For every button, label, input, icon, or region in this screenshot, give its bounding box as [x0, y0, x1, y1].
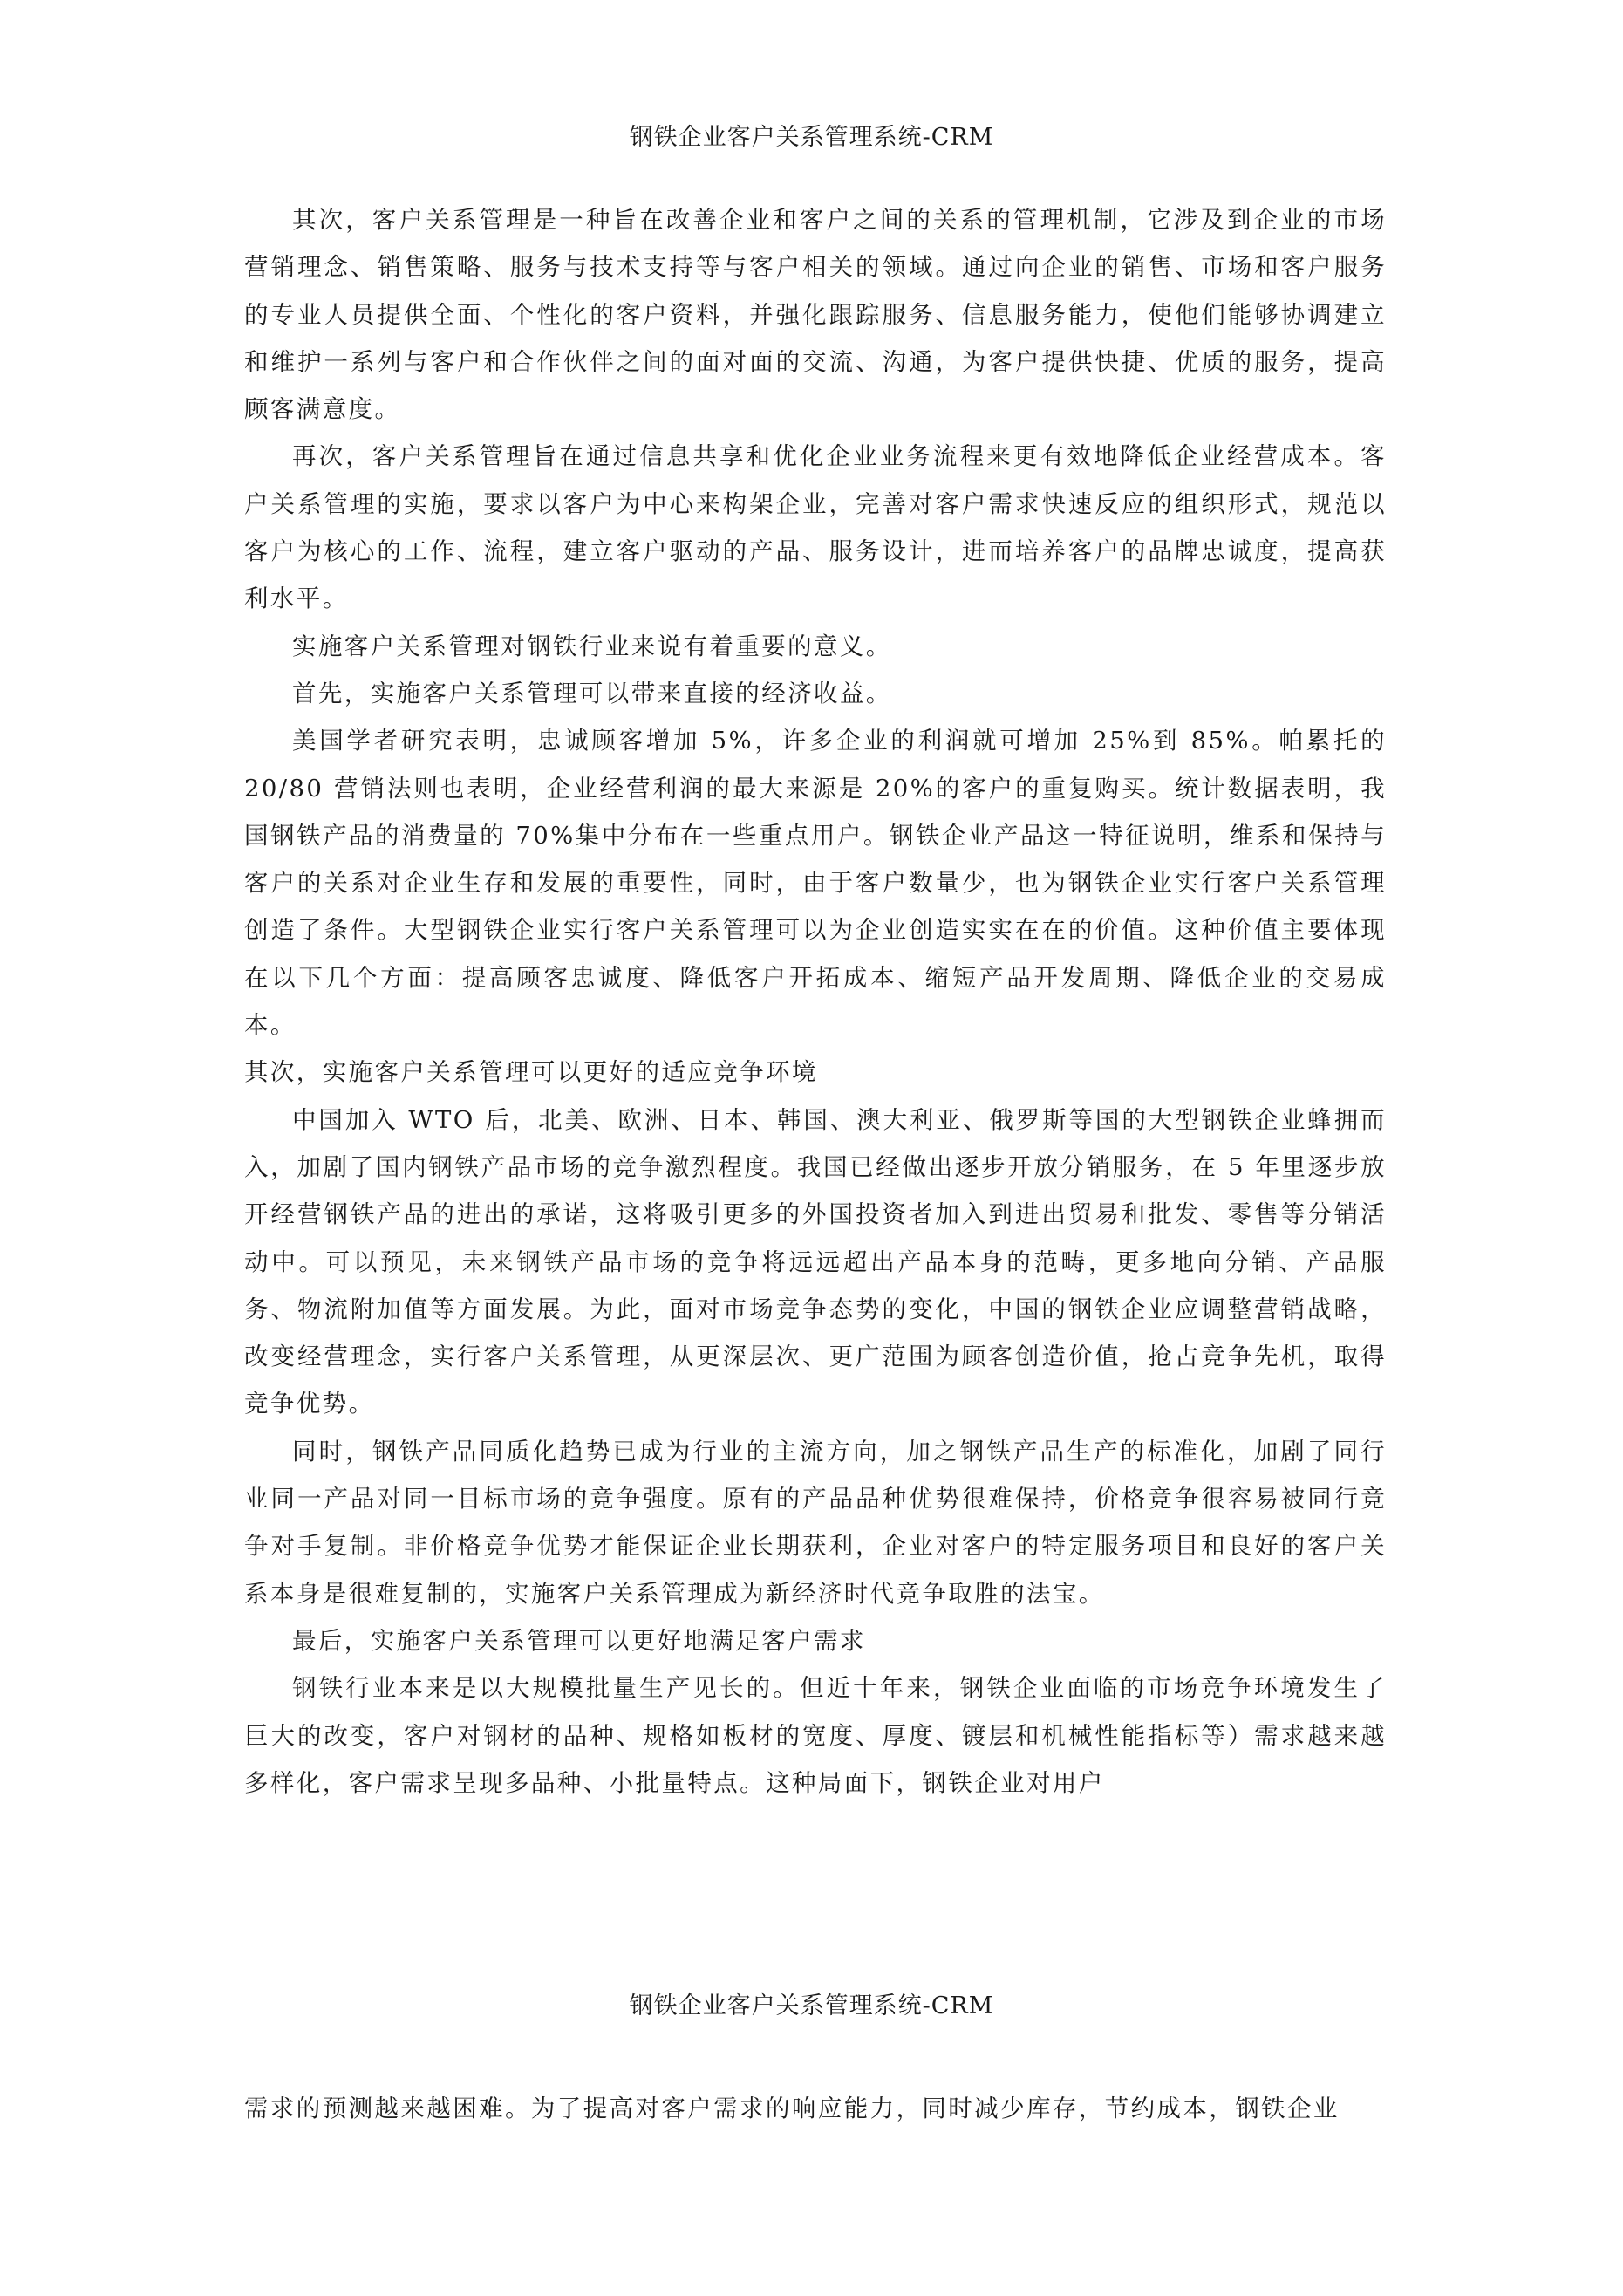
paragraph: 首先，实施客户关系管理可以带来直接的经济收益。 — [292, 679, 892, 707]
paragraph: 其次，客户关系管理是一种旨在改善企业和客户之间的关系的管理机制，它涉及到企业的市场营销理念、销售策略、服务与技术支持等与客户相关的领域。通过向企业的销售、市场和客户服务的专业人员提供全面、个性化的客户资料，并强化跟踪服务、信息服务能力，使他们能够协调建立和维护一系列与客户和合作伙伴之间的面对面的交流、沟通，为客户提供快捷、优质的服务，提高顾客满意度。 — [244, 206, 1387, 424]
paragraph: 中国加入 WTO 后，北美、欧洲、日本、韩国、澳大利亚、俄罗斯等国的大型钢铁企业蜂拥而入，加剧了国内钢铁产品市场的竞争激烈程度。我国已经做出逐步开放分销服务，在 5 年里逐步放开经营钢铁产品的进出的承诺，这将吸引更多的外国投资者加入到进出贸易和批发、零售等分销活动中。可以预见，未来钢铁产品市场的竞争将远远超出产品本身的范畴，更多地向分销、产品服务、物流附加值等方面发展。为此，面对市场竞争态势的变化，中国的钢铁企业应调整营销战略，改变经营理念，实行客户关系管理，从更深层次、更广范围为顾客创造价值，抢占竞争先机，取得竞争优势。 — [244, 1105, 1387, 1418]
document-body — [244, 2085, 1387, 2132]
page-header: 钢铁企业客户关系管理系统-CRM — [629, 1992, 994, 2019]
paragraph: 美国学者研究表明，忠诚顾客增加 5%，许多企业的利润就可增加 25%到 85%。帕累托的 20/80 营销法则也表明，企业经营利润的最大来源是 20%的客户的重复购买。统计数据表明，我国钢铁产品的消费量的 70%集中分布在一些重点用户。钢铁企业产品这一特征说明，维系和保持与客户的关系对企业生存和发展的重要性，同时，由于客户数量少，也为钢铁企业实行客户关系管理创造了条件。大型钢铁企业实行客户关系管理可以为企业创造实实在在的价值。这种价值主要体现在以下几个方面：提高顾客忠诚度、降低客户开拓成本、缩短产品开发周期、降低企业的交易成本。 — [244, 727, 1387, 1040]
page-header: 钢铁企业客户关系管理系统-CRM — [629, 124, 994, 151]
paragraph: 再次，客户关系管理旨在通过信息共享和优化企业业务流程来更有效地降低企业经营成本。客户关系管理的实施，要求以客户为中心来构架企业，完善对客户需求快速反应的组织形式，规范以客户为核心的工作、流程，建立客户驱动的产品、服务设计，进而培养客户的品牌忠诚度，提高获利水平。 — [244, 442, 1387, 613]
paragraph: 钢铁行业本来是以大规模批量生产见长的。但近十年来，钢铁企业面临的市场竞争环境发生了巨大的改变，客户对钢材的品种、规格如板材的宽度、厚度、镀层和机械性能指标等）需求越来越多样化，客户需求呈现多品种、小批量特点。这种局面下，钢铁企业对用户 — [244, 1674, 1387, 1797]
paragraph: 其次，实施客户关系管理可以更好的适应竞争环境 — [244, 1058, 818, 1087]
paragraph: 最后，实施客户关系管理可以更好地满足客户需求 — [292, 1626, 866, 1655]
paragraph: 实施客户关系管理对钢铁行业来说有着重要的意义。 — [292, 632, 892, 660]
document-body — [244, 196, 1387, 1807]
paragraph: 需求的预测越来越困难。为了提高对客户需求的响应能力，同时减少库存，节约成本，钢铁企业 — [244, 2094, 1340, 2122]
paragraph: 同时，钢铁产品同质化趋势已成为行业的主流方向，加之钢铁产品生产的标准化，加剧了同行业同一产品对同一目标市场的竞争强度。原有的产品品种优势很难保持，价格竞争很容易被同行竞争对手复制。非价格竞争优势才能保证企业长期获利，企业对客户的特定服务项目和良好的客户关系本身是很难复制的，实施客户关系管理成为新经济时代竞争取胜的法宝。 — [244, 1437, 1387, 1608]
